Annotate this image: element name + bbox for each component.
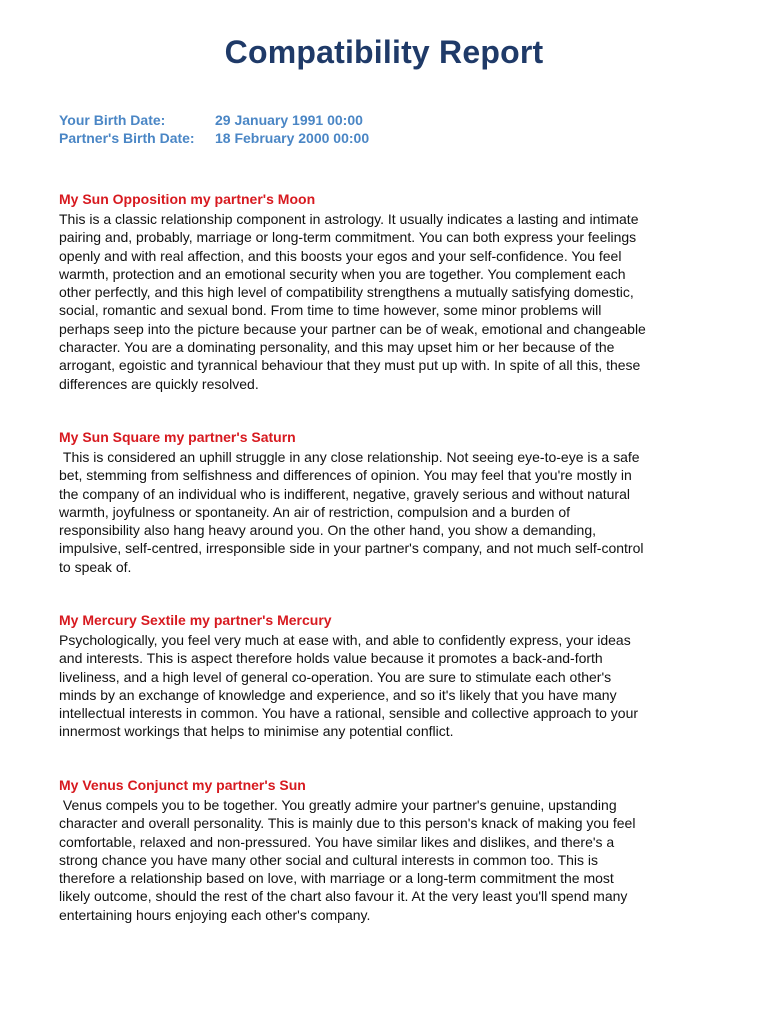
aspect-section-venus-conjunct-sun <box>59 776 719 924</box>
aspect-body: Psychologically, you feel very much at ease with, and able to confidently express, your ideas and interests. This is aspect therefore holds value because it promotes a back-and-forth liveliness, and a high level of general co-operation. You are sure to stimulate each other's minds by an exchange of knowledge and experience, and so it's likely that you have many intellectual interests in common. You have a rational, sensible and collective approach to your innermost workings that helps to minimise any potential conflict. <box>59 632 639 740</box>
aspect-heading: My Mercury Sextile my partner's Mercury <box>59 612 332 628</box>
aspect-heading: My Venus Conjunct my partner's Sun <box>59 777 306 793</box>
aspect-heading: My Sun Square my partner's Saturn <box>59 429 296 445</box>
aspect-body: Venus compels you to be together. You greatly admire your partner's genuine, upstanding character and overall personality. This is mainly due to this person's knack of making you feel comfortable, relaxed and non-pressured. You have similar likes and dislikes, and there's a strong chance you have many other social and cultural interests in common too. This is therefore a relationship based on love, with marriage or a long-term commitment the most likely outcome, should the rest of the chart also favour it. At the very least you'll spend many entertaining hours enjoying each other's company. <box>59 797 636 923</box>
aspect-section-sun-opposition-moon <box>59 190 719 393</box>
aspect-body: This is considered an uphill struggle in any close relationship. Not seeing eye-to-eye is a safe bet, stemming from selfishness and differences of opinion. You may feel that you're mostly in the company of an individual who is indifferent, negative, gravely serious and without natural warmth, joyfulness or spontaneity. An air of restriction, compulsion and a burden of responsibility also hang heavy around you. On the other hand, you show a demanding, impulsive, self-centred, irresponsible side in your partner's company, and not much self-control to speak of. <box>59 449 644 575</box>
aspect-heading: My Sun Opposition my partner's Moon <box>59 191 316 207</box>
partner-birth-date-value: 18 February 2000 00:00 <box>215 130 370 146</box>
your-birth-date-value: 29 January 1991 00:00 <box>215 112 363 128</box>
partner-birth-date-row <box>59 129 369 147</box>
your-birth-date-label: Your Birth Date: <box>59 112 166 128</box>
your-birth-date-row <box>59 111 369 129</box>
aspect-body: This is a classic relationship component in astrology. It usually indicates a lasting and intimate pairing and, probably, marriage or long-term commitment. You can both express your feelings openly and with real affection, and this boosts your egos and your self-confidence. You feel warmth, protection and an emotional security when you are together. You complement each other perfectly, and this high level of compatibility strengthens a mutually satisfying domestic, social, romantic and sexual bond. From time to time however, some minor problems will perhaps seep into the picture because your partner can be of weak, emotional and changeable character. You are a dominating personality, and this may upset him or her because of the arrogant, egoistic and tyrannical behaviour that they must put up with. In spite of all this, these differences are quickly resolved. <box>59 211 646 392</box>
aspect-section-sun-square-saturn <box>59 428 719 576</box>
aspect-section-mercury-sextile-mercury <box>59 611 719 741</box>
page-title: Compatibility Report <box>224 34 544 70</box>
birth-dates <box>59 111 369 147</box>
partner-birth-date-label: Partner's Birth Date: <box>59 130 195 146</box>
